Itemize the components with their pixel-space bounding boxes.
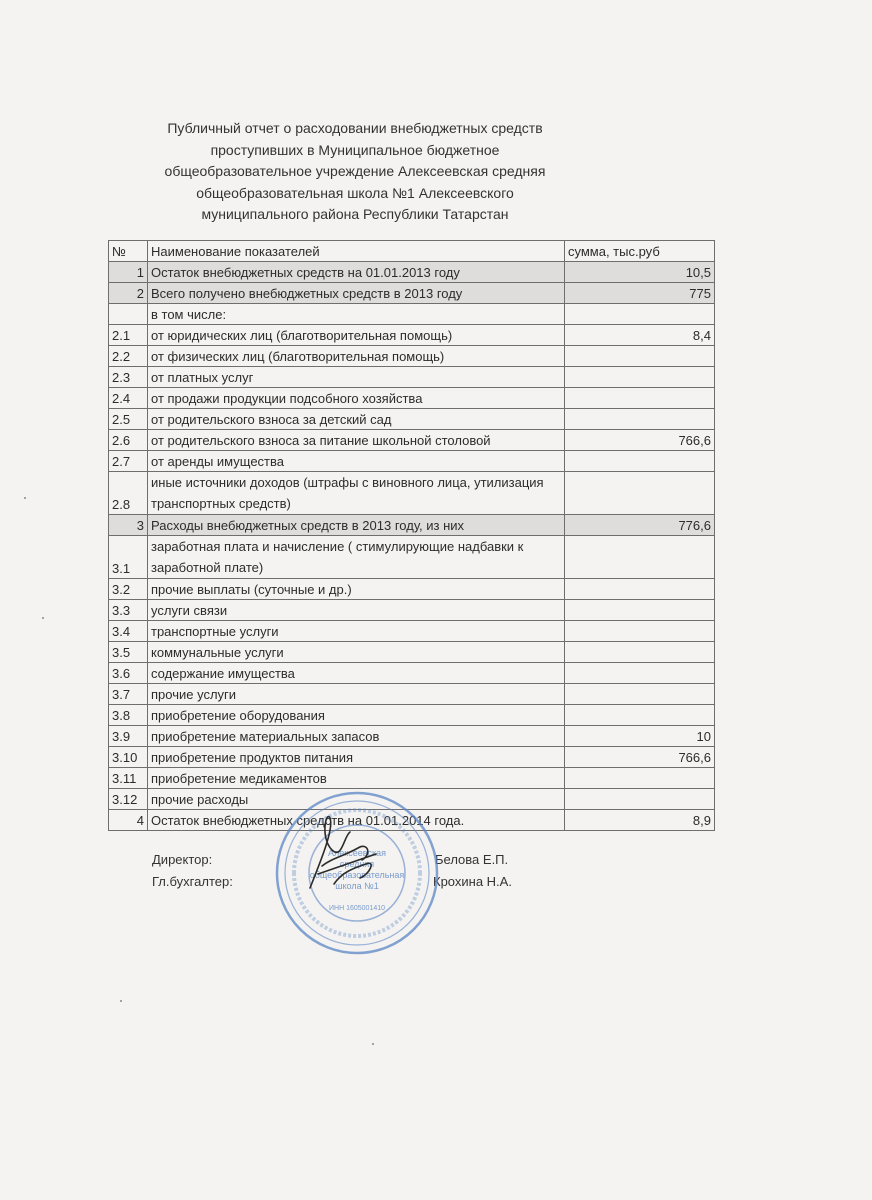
row-sum [565,579,715,600]
row-number [109,304,148,325]
row-name: коммунальные услуги [148,642,565,663]
row-name: Расходы внебюджетных средств в 2013 году, из них [148,515,565,536]
row-name: Остаток внебюджетных средств на 01.01.2013 году [148,262,565,283]
stamp-line: школа №1 [335,881,379,891]
stamp-line: средняя [339,859,375,869]
row-sum [565,451,715,472]
table-row [109,283,715,304]
row-sum [565,367,715,388]
row-name: услуги связи [148,600,565,621]
table-row [109,325,715,346]
row-sum: 8,9 [565,810,715,831]
scan-speck [24,497,26,499]
row-sum: 8,4 [565,325,715,346]
row-sum [565,663,715,684]
table-header-row [109,241,715,262]
row-name: транспортные услуги [148,621,565,642]
row-number: 3.8 [109,705,148,726]
row-number: 3.1 [109,536,148,579]
table-row [109,304,715,325]
table-row [109,262,715,283]
header-indicator: Наименование показателей [148,241,565,262]
title-line: Публичный отчет о расходовании внебюджетных средств [167,120,543,136]
row-name: от родительского взноса за детский сад [148,409,565,430]
row-number: 3.3 [109,600,148,621]
row-number: 2.3 [109,367,148,388]
table-row [109,367,715,388]
row-sum [565,536,715,579]
table-row [109,515,715,536]
row-number: 2.6 [109,430,148,451]
row-name: заработная плата и начисление ( стимулирующие надбавки к заработной плате) [148,536,565,579]
stamp-inn: ИНН 1605001410 [328,905,386,912]
row-name: от аренды имущества [148,451,565,472]
table-row [109,388,715,409]
table-row [109,579,715,600]
table-row [109,536,715,579]
row-number: 3.11 [109,768,148,789]
row-name: Всего получено внебюджетных средств в 2013 году [148,283,565,304]
header-number: № [109,241,148,262]
row-sum [565,768,715,789]
row-number: 3.5 [109,642,148,663]
row-number: 4 [109,810,148,831]
row-number: 3.7 [109,684,148,705]
title-line: муниципального района Республики Татарстан [201,206,509,222]
row-number: 2.7 [109,451,148,472]
row-sum: 10 [565,726,715,747]
table-row [109,726,715,747]
row-name: от продажи продукции подсобного хозяйства [148,388,565,409]
row-name: от физических лиц (благотворительная помощь) [148,346,565,367]
row-number: 3.9 [109,726,148,747]
row-sum: 766,6 [565,747,715,768]
row-sum [565,472,715,515]
scan-speck [372,1043,374,1045]
row-number: 2.2 [109,346,148,367]
table-row [109,747,715,768]
table-row [109,705,715,726]
row-name: прочие выплаты (суточные и др.) [148,579,565,600]
table-row [109,409,715,430]
stamp-line: общеобразовательная [309,870,405,880]
row-number: 2.1 [109,325,148,346]
row-number: 3.6 [109,663,148,684]
row-name: Остаток внебюджетных средств на 01.01.2014 года. [148,810,565,831]
row-name: от платных услуг [148,367,565,388]
school-stamp [272,788,442,958]
table-row [109,642,715,663]
row-name: прочие расходы [148,789,565,810]
row-number: 3.10 [109,747,148,768]
row-name: приобретение материальных запасов [148,726,565,747]
row-name: содержание имущества [148,663,565,684]
table-row [109,621,715,642]
director-label: Директор: [152,852,213,867]
row-sum [565,388,715,409]
row-sum: 776,6 [565,515,715,536]
title-line: общеобразовательное учреждение Алексеевская средняя [164,163,546,179]
table-row [109,684,715,705]
header-sum: сумма, тыс.руб [565,241,715,262]
row-name: иные источники доходов (штрафы с виновного лица, утилизация транспортных средств) [148,472,565,515]
row-number: 3.2 [109,579,148,600]
row-sum: 10,5 [565,262,715,283]
table-row [109,663,715,684]
row-name: приобретение медикаментов [148,768,565,789]
row-sum [565,621,715,642]
report-table [108,240,715,831]
row-number: 3.12 [109,789,148,810]
table-row [109,346,715,367]
title-line: общеобразовательная школа №1 Алексеевского [196,184,514,201]
row-sum [565,684,715,705]
row-name: приобретение оборудования [148,705,565,726]
scan-speck [42,617,44,619]
row-name: от юридических лиц (благотворительная помощь) [148,325,565,346]
row-name: прочие услуги [148,684,565,705]
row-sum [565,789,715,810]
title-line: проступивших в Муниципальное бюджетное [210,141,500,158]
row-number: 2.4 [109,388,148,409]
row-name: приобретение продуктов питания [148,747,565,768]
row-name: от родительского взноса за питание школьной столовой [148,430,565,451]
row-sum [565,642,715,663]
row-sum [565,409,715,430]
scan-speck [120,1000,122,1002]
director-name: Белова Е.П. [435,852,509,867]
row-sum: 766,6 [565,430,715,451]
row-name: в том числе: [148,304,565,325]
row-number: 2.8 [109,472,148,515]
report-title [130,118,580,226]
accountant-label: Гл.бухгалтер: [152,874,233,889]
row-sum [565,304,715,325]
table-row [109,472,715,515]
row-number: 2.5 [109,409,148,430]
row-sum: 775 [565,283,715,304]
row-sum [565,346,715,367]
row-number: 2 [109,283,148,304]
row-number: 3.4 [109,621,148,642]
table-row [109,768,715,789]
stamp-line: Алексеевская [327,848,387,858]
table-row [109,430,715,451]
row-number: 1 [109,262,148,283]
table-row [109,600,715,621]
row-sum [565,600,715,621]
row-sum [565,705,715,726]
table-row [109,451,715,472]
accountant-name: Крохина Н.А. [433,874,512,889]
row-number: 3 [109,515,148,536]
